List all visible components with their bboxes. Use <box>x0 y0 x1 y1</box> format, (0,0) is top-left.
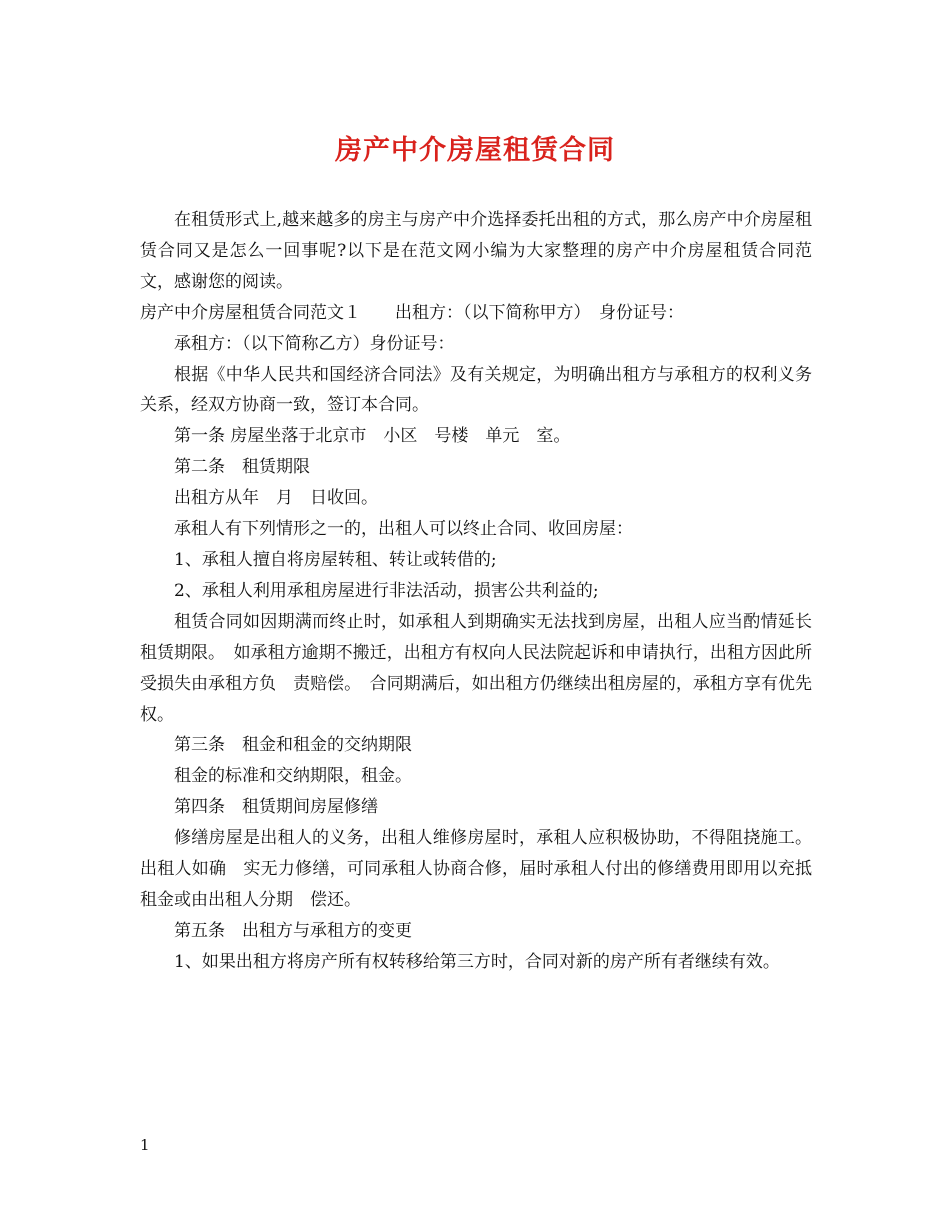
paragraph: 在租赁形式上,越来越多的房主与房产中介选择委托出租的方式，那么房产中介房屋租赁合同又是怎么一回事呢?以下是在范文网小编为大家整理的房产中介房屋租赁合同范文，感谢您的阅读。 <box>140 210 812 292</box>
page-number: 1 <box>140 1136 150 1154</box>
paragraph: 房产中介房屋租赁合同范文１ 出租方：（以下简称甲方） 身份证号： <box>140 302 684 323</box>
document-title: 房产中介房屋租赁合同 <box>335 135 615 166</box>
paragraph: 租金的标准和交纳期限，租金。 <box>174 766 412 787</box>
paragraph: 承租人有下列情形之一的，出租人可以终止合同、收回房屋： <box>174 519 633 540</box>
paragraph: 第四条 租赁期间房屋修缮 <box>174 797 378 818</box>
paragraph: 1、承租人擅自将房屋转租、转让或转借的; <box>174 549 497 570</box>
paragraph: 第二条 租赁期限 <box>174 457 310 478</box>
paragraph: 租赁合同如因期满而终止时，如承租人到期确实无法找到房屋，出租人应当酌情延长租赁期限。 如承租方逾期不搬迁，出租方有权向人民法院起诉和申请执行，出租方因此所受损失由承租方负 责赔偿。 合同期满后，如出租方仍继续出租房屋的，承租方享有优先权。 <box>140 611 812 725</box>
paragraph: 1、如果出租方将房产所有权转移给第三方时，合同对新的房产所有者继续有效。 <box>174 951 780 972</box>
paragraph: 根据《中华人民共和国经济合同法》及有关规定，为明确出租方与承租方的权利义务关系，经双方协商一致，签订本合同。 <box>140 364 812 416</box>
paragraph: 2、承租人利用承租房屋进行非法活动，损害公共利益的; <box>174 580 599 601</box>
paragraph: 修缮房屋是出租人的义务，出租人维修房屋时，承租人应积极协助，不得阻挠施工。出租人如确 实无力修缮，可同承租人协商合修，届时承租人付出的修缮费用即用以充抵租金或由出租人分期 偿还。 <box>140 828 812 910</box>
paragraph: 承租方：（以下简称乙方）身份证号： <box>174 333 455 354</box>
document-body <box>140 205 812 978</box>
paragraph: 第一条 房屋坐落于北京市 小区 号楼 单元 室。 <box>174 426 571 447</box>
paragraph: 出租方从年 月 日收回。 <box>174 488 378 509</box>
paragraph: 第三条 租金和租金的交纳期限 <box>174 735 412 756</box>
paragraph: 第五条 出租方与承租方的变更 <box>174 920 412 941</box>
